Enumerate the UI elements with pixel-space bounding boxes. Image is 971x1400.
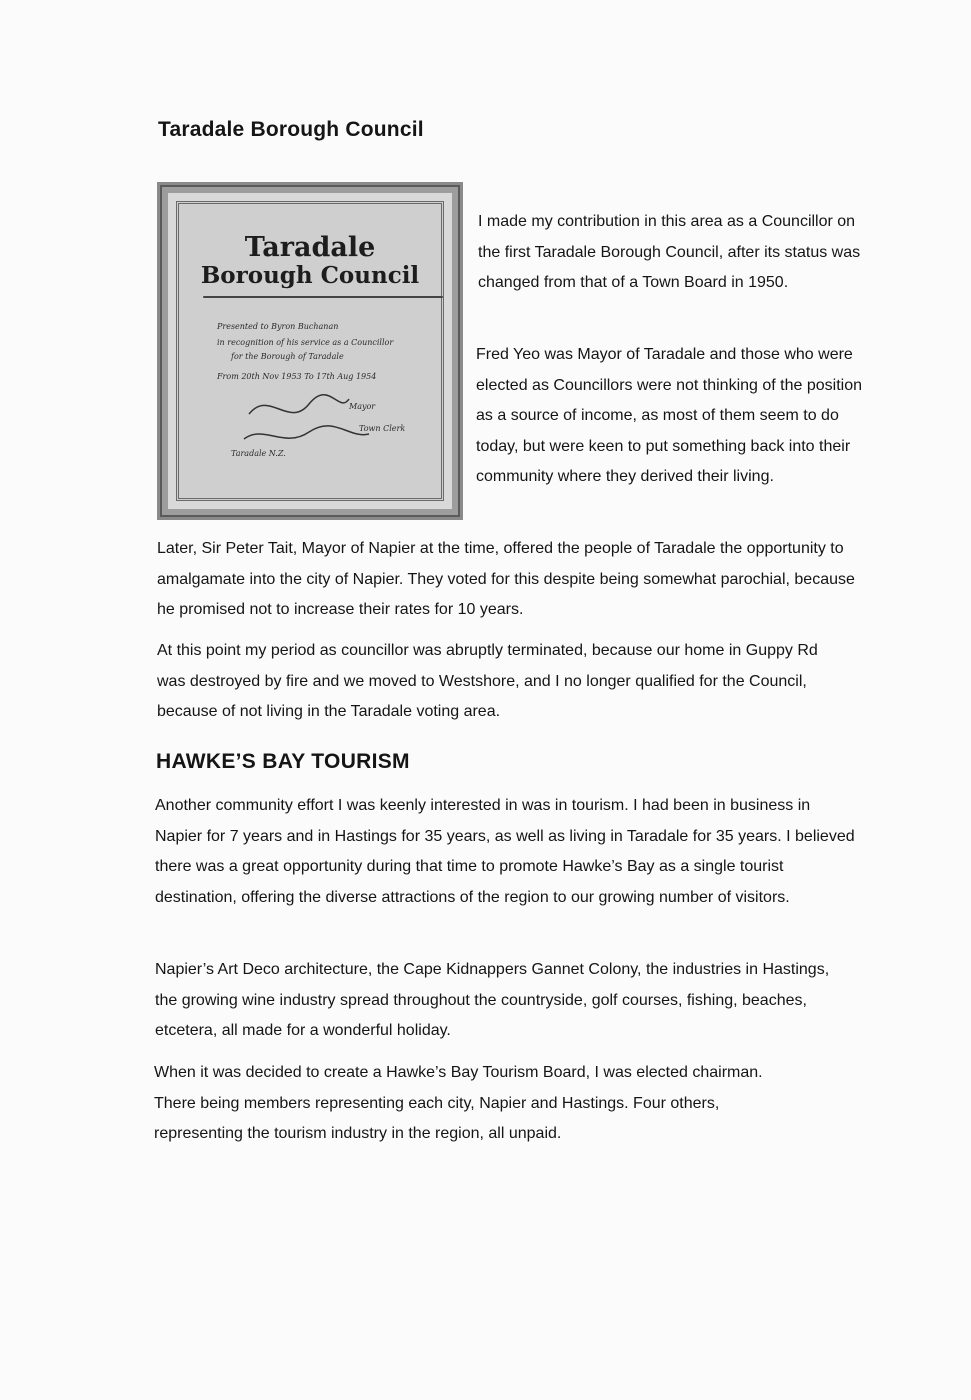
section-heading-tourism: HAWKE’S BAY TOURISM [156,750,410,773]
certificate-image [157,182,463,520]
certificate-place: Taradale N.Z. [231,449,286,458]
certificate-town-clerk: Town Clerk [359,424,406,433]
certificate-presented: Presented to Byron Buchanan [217,322,339,331]
section-heading-taradale: Taradale Borough Council [158,118,424,141]
paragraph-1: I made my contribution in this area as a Councillor on the first Taradale Borough Council, after its status was changed from that of a Town Board in 1950. [478,213,861,291]
certificate-borough: for the Borough of Taradale [231,352,344,361]
certificate-dates: From 20th Nov 1953 To 17th Aug 1954 [217,372,377,381]
paragraph-2: Fred Yeo was Mayor of Taradale and those who were elected as Councillors were not thinking of the position as a source of income, as most of them seem to do today, but were keen to put something back into their community where they derived their living. [476,346,862,485]
certificate-signatures [239,384,389,454]
certificate-mayor: Mayor [349,402,376,411]
paragraph-5: Another community effort I was keenly interested in was in tourism. I had been in business in Napier for 7 years and in Hastings for 35 years, as well as living in Taradale for 35 years. I believed there was a great opportunity during that time to promote Hawke’s Bay as a single tourist destination, offering the diverse attractions of the region to our growing number of visitors. [155,797,855,906]
paragraph-4: At this point my period as councillor was abruptly terminated, because our home in Guppy Rd was destroyed by fire and we moved to Westshore, and I no longer qualified for the Council, because of not living in the Taradale voting area. [157,642,818,720]
paragraph-3: Later, Sir Peter Tait, Mayor of Napier at the time, offered the people of Taradale the opportunity to amalgamate into the city of Napier. They voted for this despite being somewhat parochial, because he promised not to increase their rates for 10 years. [157,540,855,618]
certificate-recognition: in recognition of his service as a Councillor [217,338,394,347]
certificate-flourish [203,296,443,298]
certificate-title-line2: Borough Council [200,262,420,289]
paragraph-6: Napier’s Art Deco architecture, the Cape Kidnappers Gannet Colony, the industries in Hastings, the growing wine industry spread throughout the countryside, golf courses, fishing, beaches, etcetera, all made for a wonderful holiday. [155,961,830,1039]
certificate-title-line1: Taradale [244,232,376,263]
paragraph-7: When it was decided to create a Hawke’s Bay Tourism Board, I was elected chairman. There being members representing each city, Napier and Hastings. Four others, representing the tourism industry in the region, all unpaid. [154,1064,763,1142]
